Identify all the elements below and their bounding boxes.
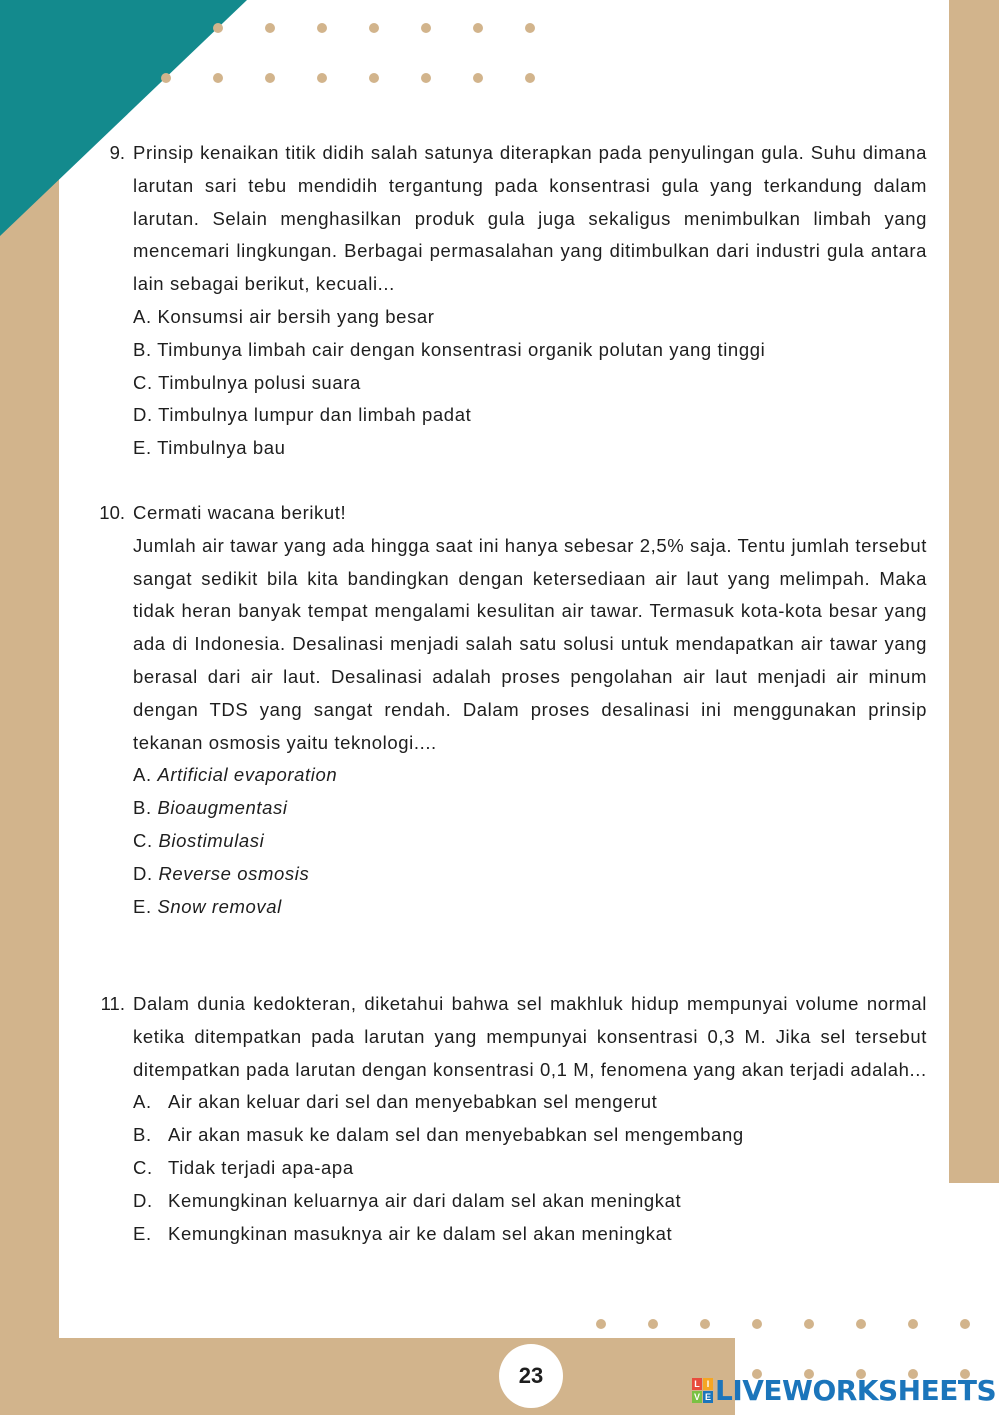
question-number: 10. [99,502,125,523]
option-a[interactable] [133,759,927,792]
dot [752,1319,762,1329]
dot [317,73,327,83]
dot [161,73,171,83]
dot [421,23,431,33]
question-instruction: Cermati wacana berikut! [133,502,347,523]
dot [317,23,327,33]
option-text: Snow removal [157,895,282,917]
option-label: C. [133,371,153,393]
question-paragraph: Prinsip kenaikan titik didih salah satunya diterapkan pada penyulingan gula. Suhu dimana larutan sari tebu mendidih tergantung pada konsentrasi gula yang terkandung dalam larutan. Selain menghasilkan produk gula juga sekaligus menimbulkan limbah yang mencemari lingkungan. Berbagai permasalahan yang ditimbulkan dari industri gula antara lain sebagai berikut, kecuali... [133,142,927,295]
option-text: Konsumsi air bersih yang besar [157,305,435,327]
option-text: Tidak terjadi apa-apa [168,1156,354,1178]
option-text: Air akan masuk ke dalam sel dan menyebabkan sel mengembang [168,1124,744,1146]
option-c[interactable] [133,1152,927,1185]
option-b[interactable] [133,334,927,367]
option-label: E. [133,1222,152,1244]
option-label: A. [133,305,152,327]
brand-icon-letter: E [704,1391,711,1402]
brand-text: LIVEWORKSHEETS [715,1373,997,1407]
option-text: Artificial evaporation [157,764,338,786]
option-label: A. [133,1091,152,1113]
dot [960,1319,970,1329]
option-b[interactable] [133,792,927,825]
dot [265,73,275,83]
question-number: 11. [100,993,125,1014]
dot [908,1319,918,1329]
liveworksheets-logo[interactable] [692,1373,996,1407]
option-label: D. [133,1189,153,1211]
question-number: 9. [109,142,125,163]
question-9 [95,137,927,465]
option-a[interactable] [133,301,927,334]
dot [213,73,223,83]
option-text: Timbulnya lumpur dan limbah padat [158,404,472,426]
question-text [133,497,927,759]
dot [648,1319,658,1329]
page-number: 23 [499,1344,563,1408]
dot [804,1319,814,1329]
option-text: Reverse osmosis [158,862,310,884]
option-text: Biostimulasi [158,829,265,851]
dot [473,23,483,33]
right-decor-strip [949,0,999,1183]
option-text: Timbulnya polusi suara [158,371,361,393]
question-11 [95,988,927,1250]
option-d[interactable] [133,858,927,891]
dot [473,73,483,83]
question-paragraph: Dalam dunia kedokteran, diketahui bahwa sel makhluk hidup mempunyai volume normal ketika ditempatkan pada larutan yang mempunyai konsentrasi 0,3 M. Jika sel tersebut ditempatkan pada larutan dengan konsentrasi 0,1 M, fenomena yang akan terjadi adalah... [133,993,927,1080]
option-label: B. [133,338,152,360]
option-d[interactable] [133,399,927,432]
option-label: B. [133,797,152,819]
option-text: Air akan keluar dari sel dan menyebabkan sel mengerut [168,1091,658,1113]
option-label: D. [133,404,153,426]
option-text: Timbulnya bau [157,437,286,459]
brand-grid-icon [692,1378,713,1403]
option-text: Timbunya limbah cair dengan konsentrasi organik polutan yang tinggi [157,338,766,360]
option-a[interactable] [133,1086,927,1119]
question-10 [95,497,927,923]
dot [856,1319,866,1329]
option-label: D. [133,862,153,884]
dot [700,1319,710,1329]
option-e[interactable] [133,432,927,465]
question-text [133,137,927,301]
option-label: A. [133,764,152,786]
question-paragraph: Jumlah air tawar yang ada hingga saat ini hanya sebesar 2,5% saja. Tentu jumlah tersebut sangat sedikit bila kita bandingkan dengan ketersediaan air laut yang melimpah. Maka tidak heran banyak tempat mengalami kesulitan air tawar. Termasuk kota-kota besar yang ada di Indonesia. Desalinasi menjadi salah satu solusi untuk mendapatkan air tawar yang berasal dari air laut. Desalinasi adalah proses pengolahan air laut menjadi air minum dengan TDS yang sangat rendah. Dalam proses desalinasi ini menggunakan prinsip tekanan osmosis yaitu teknologi.... [133,534,927,753]
option-label: E. [133,437,152,459]
option-text: Bioaugmentasi [157,797,288,819]
question-text [133,988,927,1086]
option-e[interactable] [133,1218,927,1251]
option-label: C. [133,829,153,851]
dot [525,23,535,33]
brand-icon-letter: I [703,1378,713,1390]
option-b[interactable] [133,1119,927,1152]
brand-icon-letter: L [692,1378,702,1390]
option-text: Kemungkinan keluarnya air dari dalam sel akan meningkat [168,1189,682,1211]
dot [369,23,379,33]
option-label: B. [133,1124,152,1146]
option-label: E. [133,895,152,917]
dot [525,73,535,83]
dot [421,73,431,83]
dot [265,23,275,33]
option-c[interactable] [133,367,927,400]
option-text: Kemungkinan masuknya air ke dalam sel akan meningkat [168,1222,673,1244]
brand-icon-letter: V [693,1391,700,1402]
dot [369,73,379,83]
option-d[interactable] [133,1185,927,1218]
dot [213,23,223,33]
option-c[interactable] [133,825,927,858]
dot [596,1319,606,1329]
option-label: C. [133,1156,153,1178]
option-e[interactable] [133,891,927,924]
